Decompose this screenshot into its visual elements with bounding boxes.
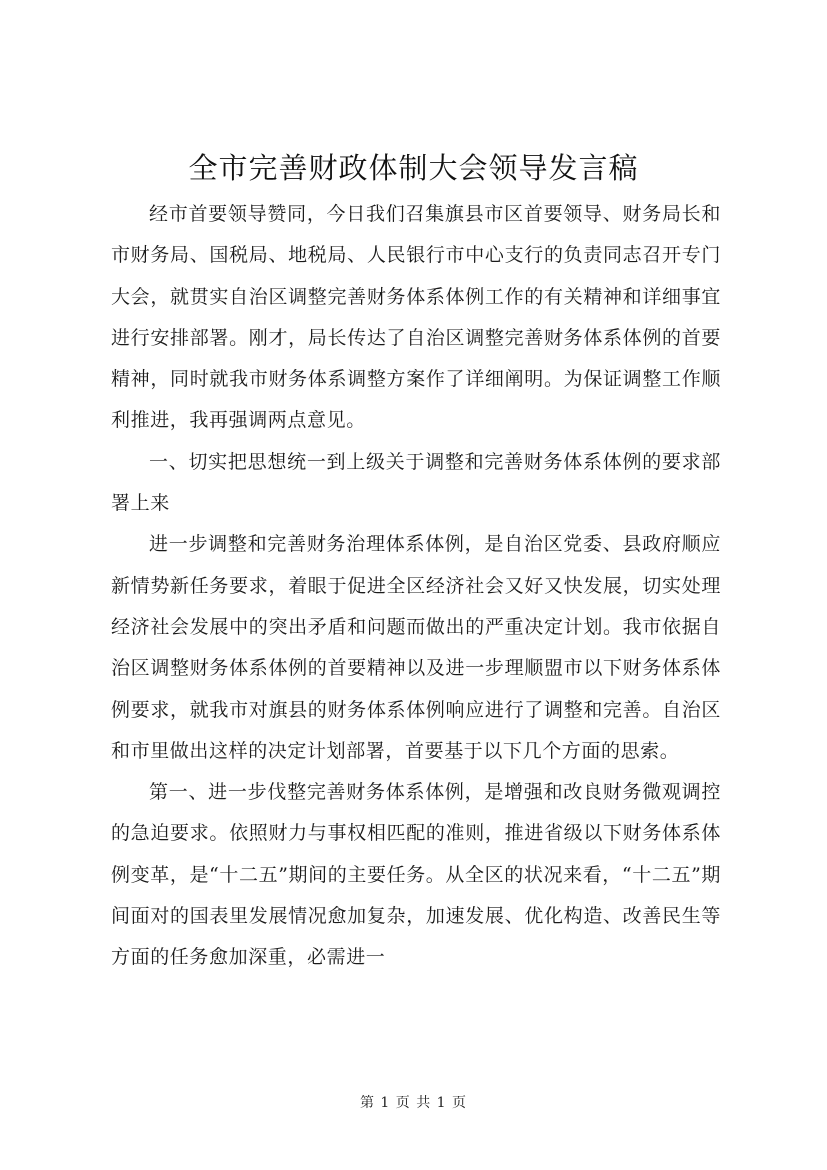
paragraph-reform-context: 进一步调整和完善财务治理体系体例，是自治区党委、县政府顺应新情势新任务要求，着眼于促进全区经济社会又好又快发展，切实处理经济社会发展中的突出矛盾和问题而做出的严重决定计划。我市依据自治区调整财务体系体例的首要精神以及进一步理顺盟市以下财务体系体例要求，就我市对旗县的财务体系体例响应进行了调整和完善。自治区和市里做出这样的决定计划部署，首要基于以下几个方面的思索。 (111, 533, 721, 762)
paragraph-section-heading: 一、切实把思想统一到上级关于调整和完善财务体系体例的要求部署上来 (111, 450, 721, 515)
paragraph-first-point: 第一、进一步伐整完善财务体系体例，是增强和改良财务微观调控的急迫要求。依照财力与事权相匹配的准则，推进省级以下财务体系体例变革，是“十二五”期间的主要任务。从全区的状况来看，“十二五”期间面对的国表里发展情况愈加复杂，加速发展、优化构造、改善民生等方面的任务愈加深重，必需进一 (111, 781, 721, 969)
document-title: 全市完善财政体制大会领导发言稿 (188, 151, 639, 185)
document-body (111, 194, 721, 979)
paragraph-intro: 经市首要领导赞同，今日我们召集旗县市区首要领导、财务局长和市财务局、国税局、地税局、人民银行市中心支行的负责同志召开专门大会，就贯实自治区调整完善财务体系体例工作的有关精神和详细事宜进行安排部署。刚才，局长传达了自治区调整完善财务体系体例的首要精神，同时就我市财务体系调整方案作了详细阐明。为保证调整工作顺利推进，我再强调两点意见。 (111, 203, 721, 432)
page-footer: 第 1 页 共 1 页 (359, 1095, 468, 1111)
